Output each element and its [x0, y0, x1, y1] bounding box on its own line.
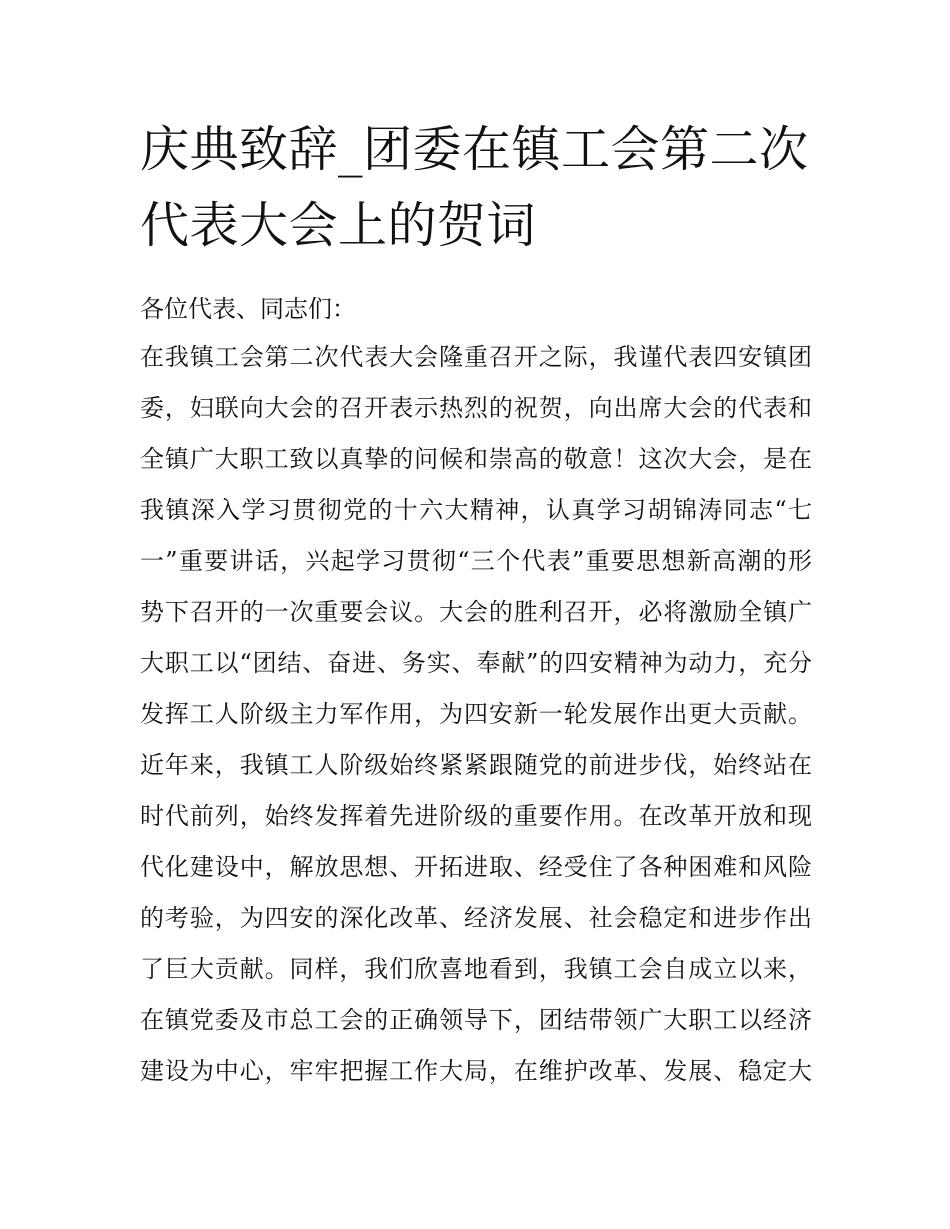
- body-line-2: 委，妇联向大会的召开表示热烈的祝贺，向出席大会的代表和: [140, 394, 812, 422]
- body-line-15: 建设为中心，牢牢把握工作大局，在维护改革、发展、稳定大: [140, 1057, 812, 1085]
- document-body: [140, 287, 812, 1097]
- body-line-10: 时代前列，始终发挥着先进阶级的重要作用。在改革开放和现: [140, 802, 812, 830]
- body-line-13: 了巨大贡献。同样，我们欣喜地看到，我镇工会自成立以来，: [140, 955, 812, 983]
- body-line-6: 势下召开的一次重要会议。大会的胜利召开，必将激励全镇广: [140, 598, 812, 626]
- body-line-14: 在镇党委及市总工会的正确领导下，团结带领广大职工以经济: [140, 1006, 812, 1034]
- body-line-9: 近年来，我镇工人阶级始终紧紧跟随党的前进步伐，始终站在: [140, 751, 812, 779]
- body-line-5: 一”重要讲话，兴起学习贯彻“三个代表”重要思想新高潮的形: [140, 547, 812, 575]
- body-line-11: 代化建设中，解放思想、开拓进取、经受住了各种困难和风险: [140, 853, 812, 881]
- document-page: [140, 112, 812, 1097]
- body-line-7: 大职工以“团结、奋进、务实、奉献”的四安精神为动力，充分: [140, 649, 812, 677]
- greeting-line: 各位代表、同志们：: [140, 295, 356, 323]
- body-line-8: 发挥工人阶级主力军作用，为四安新一轮发展作出更大贡献。: [140, 700, 812, 728]
- body-line-3: 全镇广大职工致以真挚的问候和崇高的敬意！这次大会，是在: [140, 445, 812, 473]
- body-line-12: 的考验，为四安的深化改革、经济发展、社会稳定和进步作出: [140, 904, 812, 932]
- body-line-4: 我镇深入学习贯彻党的十六大精神，认真学习胡锦涛同志“七: [140, 496, 812, 524]
- body-line-1: 在我镇工会第二次代表大会隆重召开之际，我谨代表四安镇团: [140, 343, 812, 371]
- title-line-2: 代表大会上的贺词: [140, 197, 537, 254]
- document-title: [140, 112, 812, 264]
- title-line-1: 庆典致辞_团委在镇工会第二次: [140, 121, 809, 178]
